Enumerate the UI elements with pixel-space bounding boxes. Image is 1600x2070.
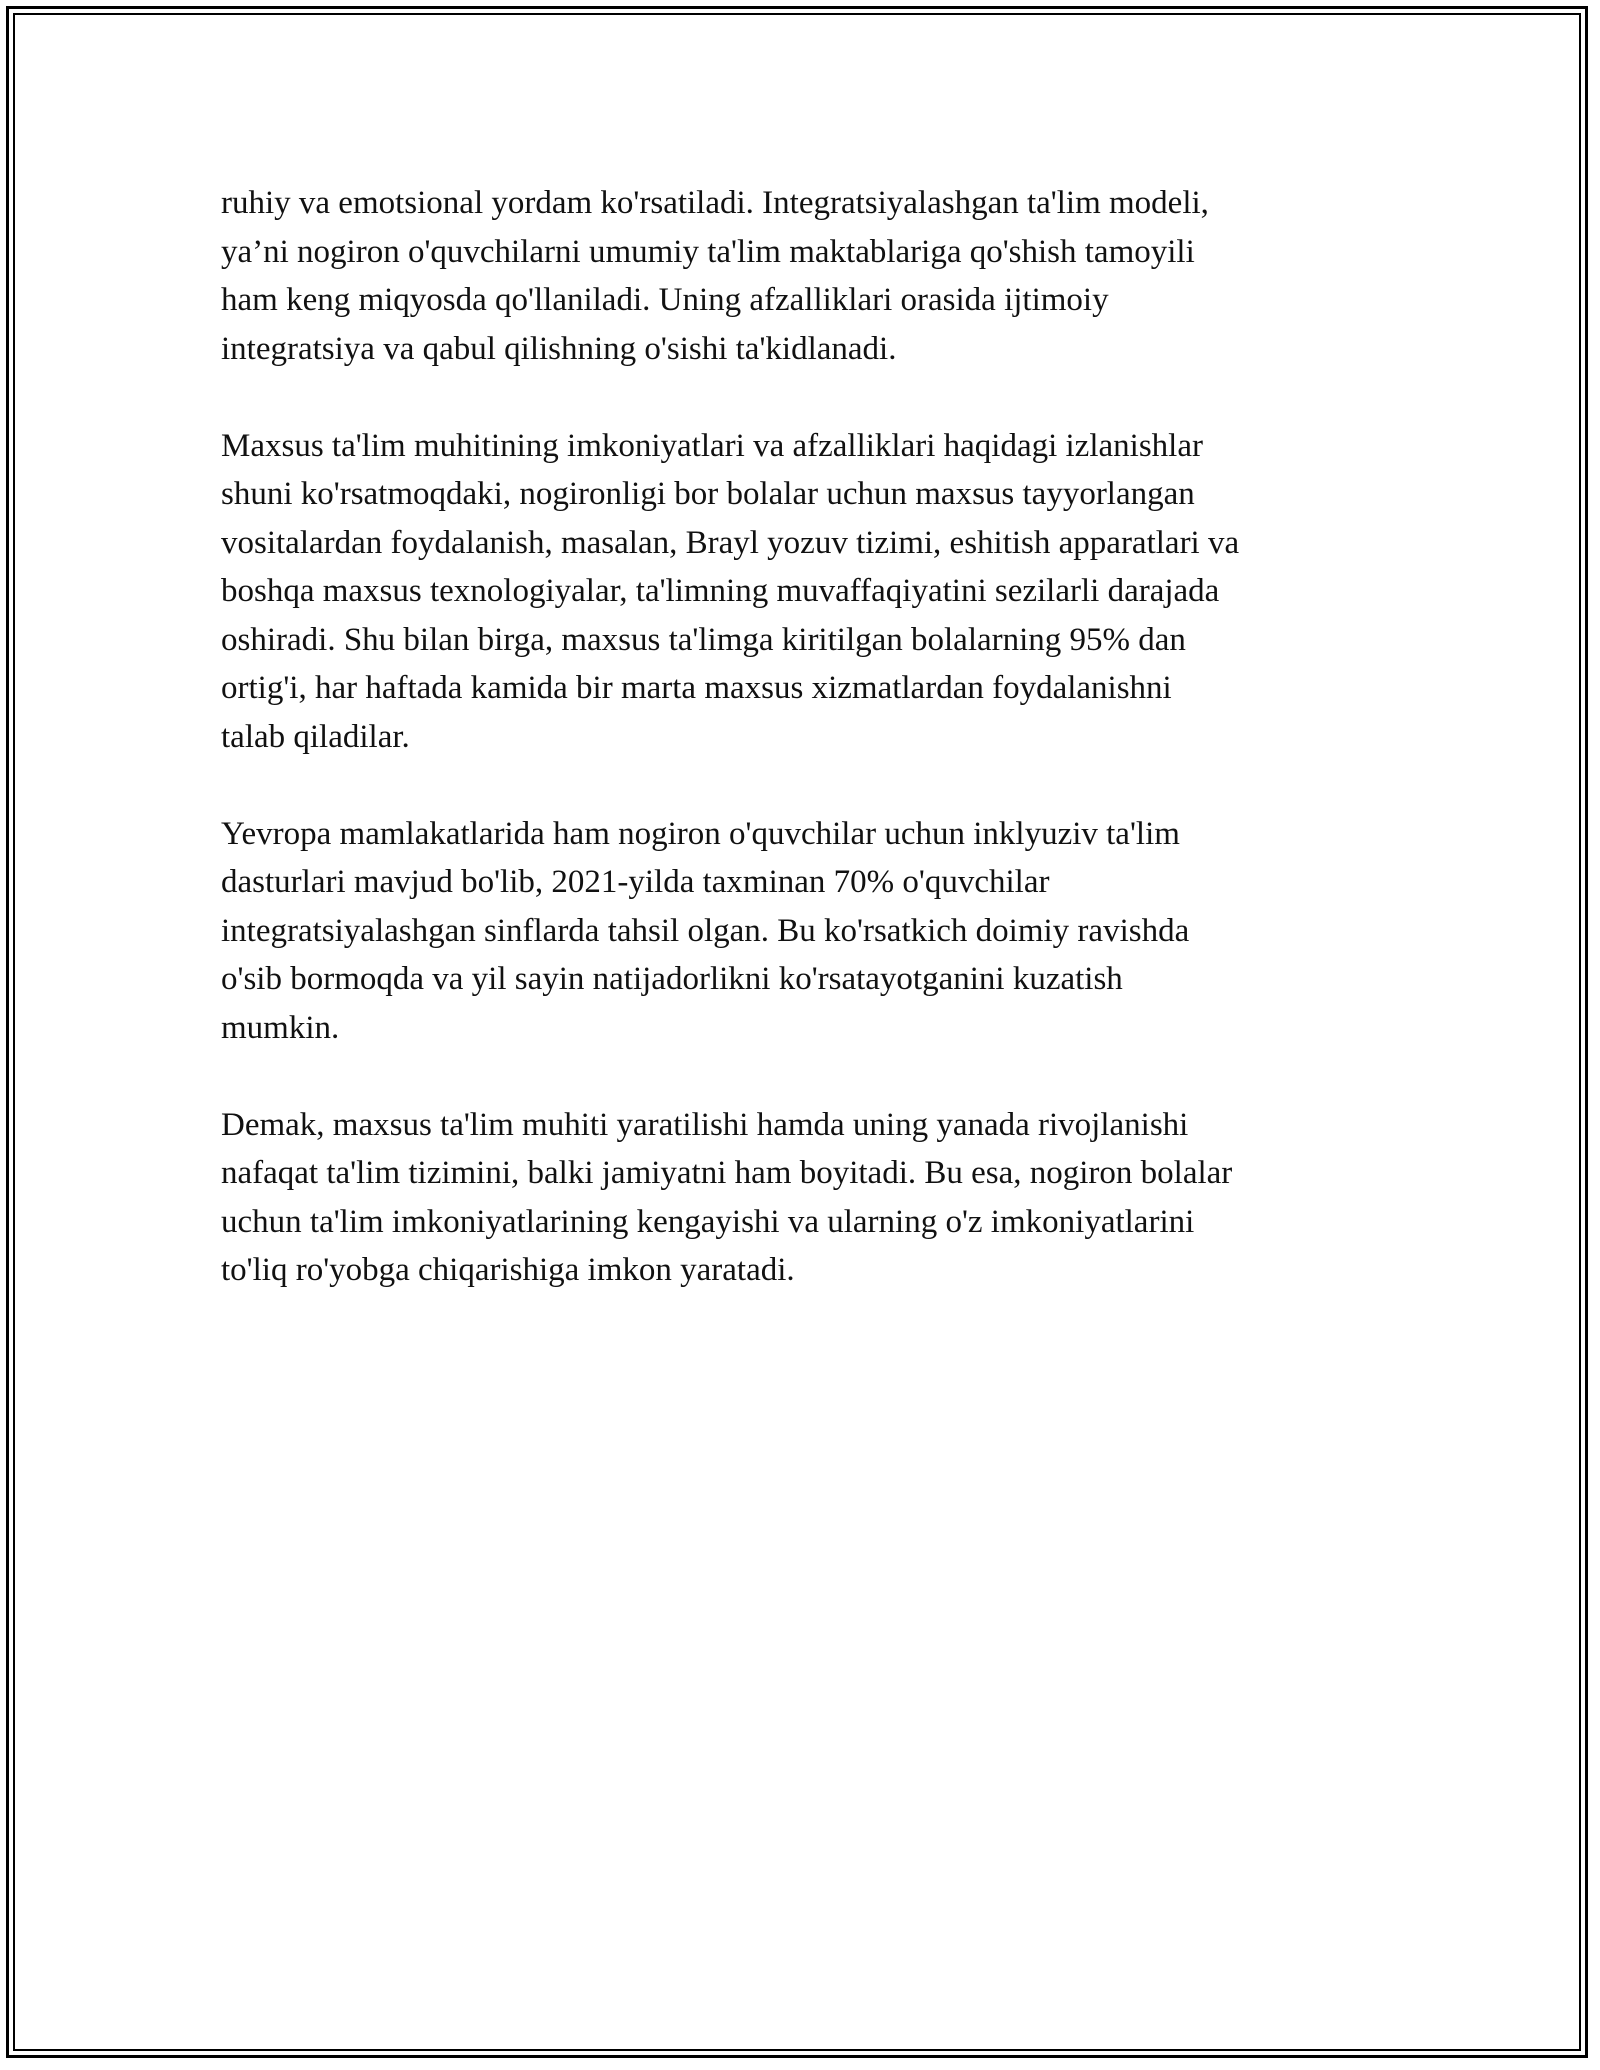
text-line: integratsiyalashgan sinflarda tahsil olgan. Bu ko'rsatkich doimiy ravishda: [221, 912, 1190, 949]
paragraph-1: [221, 179, 1391, 373]
text-line: ruhiy va emotsional yordam ko'rsatiladi. Integratsiyalashgan ta'lim modeli,: [221, 185, 1209, 221]
text-line: boshqa maxsus texnologiyalar, ta'limning muvaffaqiyatini sezilarli darajada: [221, 573, 1220, 609]
text-line: ya’ni nogiron o'quvchilarni umumiy ta'lim maktablariga qo'shish tamoyili: [221, 233, 1195, 270]
text-line: shuni ko'rsatmoqdaki, nogironligi bor bolalar uchun maxsus tayyorlangan: [221, 476, 1195, 512]
text-line: Demak, maxsus ta'lim muhiti yaratilishi hamda uning yanada rivojlanishi: [221, 1106, 1189, 1143]
text-line: o'sib bormoqda va yil sayin natijadorlikni ko'rsatayotganini kuzatish: [221, 961, 1123, 997]
paragraph-3: [221, 810, 1391, 1053]
text-line: ham keng miqyosda qo'llaniladi. Uning afzalliklari orasida ijtimoiy: [221, 282, 1109, 318]
text-line: nafaqat ta'lim tizimini, balki jamiyatni ham boyitadi. Bu esa, nogiron bolalar: [221, 1155, 1233, 1191]
text-line: to'liq ro'yobga chiqarishiga imkon yaratadi.: [221, 1252, 795, 1288]
text-line: talab qiladilar.: [221, 718, 410, 755]
paragraph-4: [221, 1101, 1391, 1295]
text-line: mumkin.: [221, 1009, 340, 1046]
text-line: oshiradi. Shu bilan birga, maxsus ta'limga kiritilgan bolalarning 95% dan: [221, 621, 1186, 658]
text-line: dasturlari mavjud bo'lib, 2021-yilda taxminan 70% o'quvchilar: [221, 864, 1050, 900]
document-body: [221, 179, 1391, 1343]
text-line: ortig'i, har haftada kamida bir marta maxsus xizmatlardan foydalanishni: [221, 670, 1172, 706]
paragraph-2: [221, 422, 1391, 762]
text-line: integratsiya va qabul qilishning o'sishi ta'kidlanadi.: [221, 330, 897, 367]
text-line: Yevropa mamlakatlarida ham nogiron o'quvchilar uchun inklyuziv ta'lim: [221, 815, 1180, 852]
text-line: uchun ta'lim imkoniyatlarining kengayishi va ularning o'z imkoniyatlarini: [221, 1203, 1195, 1240]
text-line: vositalardan foydalanish, masalan, Brayl yozuv tizimi, eshitish apparatlari va: [221, 524, 1240, 561]
text-line: Maxsus ta'lim muhitining imkoniyatlari va afzalliklari haqidagi izlanishlar: [221, 427, 1203, 464]
